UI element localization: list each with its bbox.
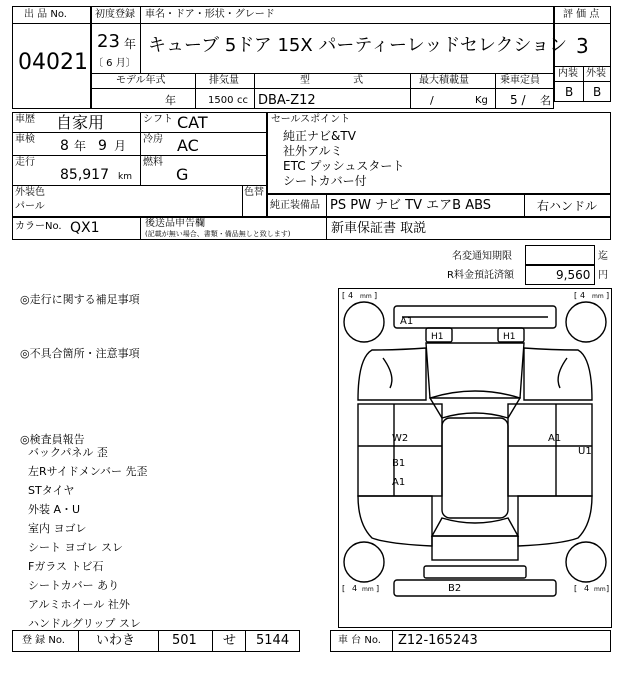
inspector-item: 外装 A・U [28, 503, 81, 516]
equipment-value: PS PW ナビ TV エアB ABS [330, 198, 492, 213]
sales-point-item: ETC プッシュスタート [283, 159, 405, 173]
tire-fr-depth: 4 [580, 291, 586, 300]
inspection-year: 8 [60, 138, 69, 154]
mark-left-door: W2 [392, 433, 409, 444]
mark-hood-left: H1 [431, 332, 444, 342]
svg-text:[: [ [342, 291, 346, 300]
sales-point-item: 社外アルミ [283, 144, 343, 158]
svg-text:]: ] [374, 291, 378, 300]
exterior-color-label: 外装色 [15, 187, 45, 198]
inspector-title: ◎検査員報告 [20, 433, 85, 446]
mark-left-center: B1 [392, 458, 406, 469]
after-report-note: (記載が無い場合、書類・備品無しと致します) [145, 230, 291, 238]
vehicle-name-box [91, 6, 554, 109]
shift-label: シフト [143, 114, 173, 125]
sales-point-item: 純正ナビ&TV [283, 129, 356, 143]
history-value: 自家用 [56, 113, 105, 132]
inspector-item: バックパネル 歪 [28, 446, 108, 459]
mark-right-side: U1 [578, 446, 592, 457]
registration-year: 23 [97, 31, 120, 52]
registration-area: いわき [96, 633, 136, 648]
exterior-label: 外装 [586, 68, 606, 79]
after-report-label: 後送品申告欄 [145, 218, 205, 229]
displacement-value: 1500 [208, 95, 234, 106]
tire-fl-depth: 4 [348, 291, 354, 300]
fuel-label: 燃料 [143, 157, 163, 168]
lot-number: 04021 [18, 50, 88, 75]
rear-bumper-shape [394, 580, 556, 596]
svg-text:]: ] [376, 584, 380, 593]
capacity-unit: 名 [540, 94, 551, 107]
supplement-title: ◎走行に関する補足事項 [20, 293, 140, 306]
shift-value: CAT [177, 113, 208, 132]
chassis-number: Z12-165243 [398, 633, 478, 648]
inspector-item: シートカバー あり [28, 579, 120, 592]
vehicle-name: キューブ 5ドア 15X パーティーレッドセレクション [148, 35, 568, 56]
tire-rr-depth: 4 [584, 584, 590, 593]
inspection-month: 9 [98, 138, 107, 154]
tire-fl-icon [344, 302, 384, 342]
registration-class: 501 [172, 633, 197, 648]
exterior-color-value: パール [15, 201, 45, 212]
tire-fr-icon [566, 302, 606, 342]
diagram-frame [339, 289, 612, 628]
registration-label: 登 録 No. [22, 635, 65, 646]
max-load-label: 最大積載量 [419, 75, 469, 86]
displacement-label: 排気量 [209, 75, 239, 86]
capacity-label: 乗車定員 [500, 75, 540, 86]
inspector-item: Fガラス トビ石 [28, 560, 104, 573]
fuel-value: G [176, 165, 189, 184]
recycle-unit: 円 [598, 270, 608, 281]
mark-rear: B2 [448, 583, 462, 594]
mark-front-bumper: A1 [400, 316, 414, 327]
registration-number: 5144 [256, 633, 290, 648]
registration-kana: せ [223, 633, 237, 648]
inspection-year-unit: 年 [74, 139, 87, 153]
equipment-label: 純正装備品 [270, 200, 320, 211]
recycle-value: 9,560 [556, 268, 591, 282]
inspector-item: 左Rサイドメンバー 先歪 [28, 465, 148, 478]
tire-rl-depth: 4 [352, 584, 358, 593]
mileage-unit: km [118, 172, 132, 182]
inspector-item: シート ヨゴレ スレ [28, 541, 123, 554]
model-year-label: モデル年式 [116, 75, 166, 86]
interior-label: 内装 [558, 68, 578, 79]
chassis-label: 車 台 No. [338, 635, 381, 646]
tire-rl-icon [344, 542, 384, 582]
registration-month: 〔 6 月〕 [93, 58, 136, 69]
mark-left-lower: A1 [392, 477, 406, 488]
svg-text:]: ] [606, 291, 610, 300]
mileage-label: 走行 [15, 157, 35, 168]
svg-text:[: [ [574, 291, 578, 300]
mileage-value: 85,917 [60, 167, 109, 183]
color-no-value: QX1 [70, 220, 100, 236]
capacity-value: 5 / [510, 93, 526, 107]
inspection-label: 車検 [15, 134, 35, 145]
svg-text:[: [ [342, 584, 346, 593]
notice-label: 名変通知期限 [452, 251, 512, 262]
sales-points-label: セールスポイント [271, 114, 351, 125]
max-load-value: / [430, 94, 434, 107]
score-label: 評 価 点 [563, 9, 600, 20]
svg-text:]: ] [606, 584, 610, 593]
tire-unit: mm [594, 586, 606, 593]
guarantee-value: 新車保証書 取説 [331, 221, 427, 236]
registration-year-unit: 年 [124, 37, 137, 51]
steering-value: 右ハンドル [537, 199, 598, 213]
model-code-label: 型 式 [300, 75, 364, 86]
history-label: 車歴 [15, 114, 35, 125]
svg-text:[: [ [574, 584, 578, 593]
color-change-label: 色替 [244, 187, 264, 198]
score-value: 3 [576, 34, 589, 58]
tire-unit: mm [362, 586, 374, 593]
recycle-label: R料金預託済額 [447, 270, 514, 281]
displacement-unit: cc [237, 95, 248, 106]
cooling-value: AC [177, 136, 199, 155]
color-no-label: カラーNo. [15, 221, 62, 232]
vehicle-name-label: 車名・ドア・形状・グレード [145, 9, 275, 20]
model-year-value: 年 [165, 94, 176, 107]
tire-unit: mm [592, 293, 604, 300]
inspector-item: STタイヤ [28, 484, 75, 497]
interior-grade: B [565, 85, 574, 99]
tire-unit: mm [360, 293, 372, 300]
inspection-month-unit: 月 [114, 139, 127, 153]
inspector-item: 室内 ヨゴレ [28, 522, 87, 535]
first-registration-label: 初度登録 [95, 9, 135, 20]
max-load-unit: Kg [475, 95, 488, 106]
model-code: DBA-Z12 [258, 93, 316, 108]
mark-right-door: A1 [548, 433, 562, 444]
inspector-item: アルミホイール 社外 [28, 598, 130, 611]
lot-number-label: 出 品 No. [24, 9, 67, 20]
tire-rr-icon [566, 542, 606, 582]
inspector-item: ハンドルグリップ スレ [28, 617, 141, 630]
mark-hood-right: H1 [503, 332, 516, 342]
notice-input [525, 245, 595, 265]
exterior-grade: B [593, 85, 602, 99]
cooling-label: 冷房 [143, 134, 163, 145]
sales-point-item: シートカバー付 [283, 174, 367, 188]
defects-title: ◎不具合箇所・注意事項 [20, 347, 140, 360]
notice-unit: 迄 [598, 251, 608, 262]
car-damage-diagram [338, 288, 612, 628]
color-row-box [12, 217, 611, 240]
